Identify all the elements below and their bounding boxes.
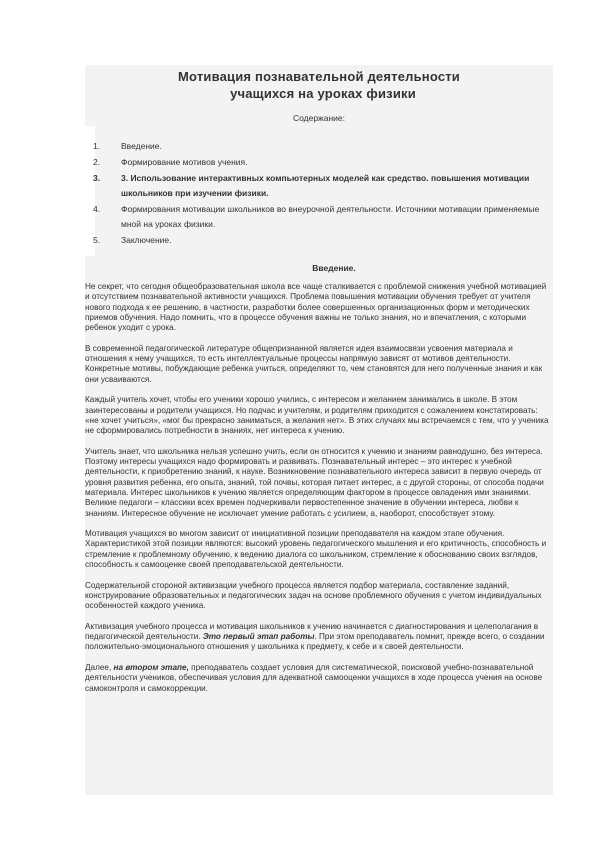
toc-item-text: Заключение. [121,235,172,245]
intro-heading: Введение. [312,263,356,273]
toc-item-text: Формирования мотивации школьников во внеурочной деятельности. Источники мотивации применяемые мной на уроках физики. [121,204,540,229]
paragraph: Каждый учитель хочет, чтобы его ученики хорошо учились, с интересом и желанием занимались в школе. В этом заинтересованы и родители учащихся. Но подчас и учителям, и родителям приходится с сожалением констатировать: «не хочет учиться», «мог бы прекрасно заниматься, а желания нет». В этих случаях мы встречаемся с тем, что у ученика не сформировались потребности в знаниях, нет интереса к учению. [85,395,549,436]
paragraph [85,622,551,653]
table-of-contents [85,139,553,248]
paragraph-text: Далее, [85,662,114,672]
body-text [85,282,551,704]
toc-item [85,171,553,201]
toc-item-number: 1. [93,141,101,151]
paragraph: Учитель знает, что школьника нельзя успешно учить, если он относится к учению и знаниям равнодушно, без интереса. Поэтому интересы учащихся надо формировать и развивать. Познавательный интерес – это интерес к учебной деятельности, к приобретению знаний, к науке. Возникновение познавательного интереса зависит в первую очередь от уровня развития ребенка, его опыта, знаний, той почвы, которая питает интерес, а с другой стороны, от способа подачи материала. Интерес школьников к учению является определяющим фактором в процессе овладения ими знаниями. Великие педагоги – классики всех времен подчеркивали первостепенное значение в обучении интереса, любви к знаниям. Интересное обучение не исключает умение работать с усилием, а, наоборот, способствует этому. [85,446,544,518]
paragraph-text: преподаватель создает условия для систематической, поисковой учебно-познавательной деятельности учеников, обеспечивая условия для адекватной самооценки учащихся в ходе процесса учения на основе самоконтроля и самокоррекции. [85,662,543,693]
paragraph: Не секрет, что сегодня общеобразовательная школа все чаще сталкивается с проблемой снижения учебной мотивацией и отсутствием познавательной активности учащихся. Проблема повышения мотивации обучения требует от учителя нового подхода к ее решению, в частности, разработки более совершенных организационных форм и методических приемов обучения. Надо помнить, что в процессе обучения важны не только знания, но и впечатления, с которыми ребенок уходит с урока. [85,282,547,333]
toc-item [85,139,553,154]
paragraph-emphasis: на втором этапе, [113,662,189,672]
paragraph: В современной педагогической литературе общепризнанной является идея взаимосвязи усвоения материала и отношения к нему учащихся, то есть интеллектуальные процессы напрямую зависят от мотивов деятельности. Конкретные мотивы, побуждающие ребенка учиться, определяют то, чем становятся для него полученные знания и как они усваиваются. [85,343,543,384]
toc-item-number: 3. [93,173,101,183]
toc-item-text: 3. Использование интерактивных компьютерных моделей как средство. повышения мотивации школьников при изучении физики. [121,173,530,198]
contents-label: Содержание: [292,113,346,123]
toc-item-text: Формирование мотивов учения. [121,157,248,167]
title-line-1: Мотивация познавательной деятельности [177,69,461,84]
toc-item [85,202,553,232]
toc-item-number: 5. [93,235,101,245]
title-line-2: учащихся на уроках физики [230,86,416,101]
toc-item-number: 2. [93,157,101,167]
paragraph-emphasis: Это первый этап работы [202,632,315,642]
paragraph: Мотивация учащихся во многом зависит от инициативной позиции преподавателя на каждом этапе обучения. Характеристикой этой позиции являются: высокий уровень педагогического мышления и его критичность, способность и стремление к проблемному обучению, к ведению диалога со школьником, стремление к обоснованию своих взглядов, способность к самооценке своей преподавательской деятельности. [85,529,547,570]
paragraph-text: Активизация учебного процесса и мотивация школьников к учению начинается с диагностирования и целеполагания в педагогической деятельности. [85,621,539,642]
toc-item [85,233,553,248]
toc-item [85,155,553,170]
document-title [85,68,553,102]
toc-item-number: 4. [93,204,101,214]
paragraph [85,663,551,694]
paragraph: Содержательной стороной активизации учебного процесса является подбор материала, составление заданий, конструирование образовательных и педагогических задач на основе проблемного обучения с учетом индивидуальных особенностей каждого ученика. [85,580,542,611]
paragraph-text: . При этом преподаватель помнит, прежде всего, о создании положительно-эмоционального отношения у школьника к предмету, к себе и к своей деятельности. [85,632,545,652]
toc-item-text: Введение. [121,141,162,151]
